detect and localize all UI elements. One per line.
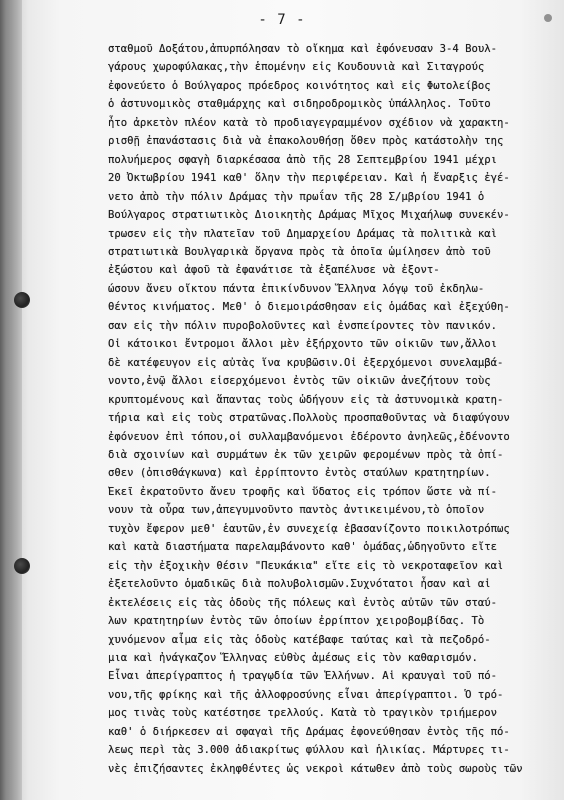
text-line: ἐφόνευον ἐπὶ τόπου,οἱ συλλαμβανόμενοι ἐδέροντο ἀνηλεῶς,ἐδένοντο [108, 430, 510, 443]
text-line: νου,τῆς φρίκης καὶ τῆς ἀλλοφροσύνης εἶναι ἀπερίγραπτοι. Ὁ τρό- [108, 688, 504, 701]
text-line: ώσουν ἄνευ οἴκτου πάντα ἐπικίνδυνον Ἕλληνα λόγῳ τοῦ ἐκδηλω- [108, 282, 485, 295]
text-line: σαν εἰς τὴν πόλιν πυροβολοῦντες καὶ ἐνσπείροντες τὸν πανικόν. [108, 319, 498, 332]
body-text [108, 40, 558, 778]
text-line: Βούλγαρος στρατιωτικὸς Διοικητὴς Δράμας Μῖχος Μιχαήλωφ συνεκέν- [108, 209, 510, 222]
text-line: καθ' ὁ διήρκεσεν αἱ σφαγαὶ τῆς Δράμας ἐφονεύθησαν ἐντὸς τῆς πό- [108, 725, 510, 738]
text-line: Εἶναι ἀπερίγραπτος ἡ τραγῳδία τῶν Ἑλλήνων. Αἱ κραυγαὶ τοῦ πό- [108, 670, 498, 683]
text-line: μος τινὰς τοὺς κατέστησε τρελλούς. Κατὰ τὸ τραγικὸν τριήμερον [108, 707, 498, 720]
text-line: ἐκτελέσεις εἰς τὰς ὁδοὺς τῆς πόλεως καὶ ἐντὸς αὐτῶν τῶν σταύ- [108, 596, 498, 609]
text-line: στρατιωτικὰ Βουλγαρικὰ ὄργανα πρὸς τὰ ὁποῖα ὡμίλησεν ἀπὸ τοῦ [108, 245, 491, 258]
text-line: 20 Ὀκτωβρίου 1941 καθ' ὅλην τὴν περιφέρειαν. Καὶ ἡ ἔναρξις ἐγέ- [108, 172, 510, 185]
text-line: ὁ ἀστυνομικὸς σταθμάρχης καὶ σιδηροδρομικὸς ὑπάλληλος. Τοῦτο [108, 98, 491, 111]
text-line: λων κρατητηρίων ἐντὸς τῶν ὁποίων ἐρρίπτον χειροβομβίδας. Τὸ [108, 615, 485, 628]
text-line: νοντο,ἐνῷ ἄλλοι εἰσερχόμενοι ἐντὸς τῶν οἰκιῶν ἀνεζήτουν τοὺς [108, 375, 491, 388]
text-line: τήρια καὶ εἰς τοὺς στρατῶνας.Πολλοὺς προσπαθοῦντας νὰ διαφύγουν [108, 412, 510, 425]
text-line: σθεν (ὀπισθάγκωνα) καὶ ἐρρίπτοντο ἐντὸς σταύλων κρατητηρίων. [108, 467, 491, 480]
text-line: ἐφονεύετο ὁ Βούλγαρος πρόεδρος κοινότητος καὶ εἰς Φωτολείβος [108, 79, 491, 92]
text-line: εἰς τὴν ἐξοχικὴν θέσιν "Πευκάκια" εἴτε εἰς τὸ νεκροταφεῖον καὶ [108, 559, 504, 572]
text-line: κρυπτομένους καὶ ἅπαντας τοὺς ὡδήγουν εἰς τὰ ἀστυνομικὰ κρατη- [108, 393, 504, 406]
text-line: τυχὸν ἔφερον μεθ' ἑαυτῶν,ἐν συνεχείᾳ ἐβασανίζοντο ποικιλοτρόπως [108, 522, 510, 535]
text-line: νουν τὰ οὖρα των,ἀπεγυμνοῦντο παντὸς ἀντικειμένου,τὸ ὁποῖον [108, 504, 485, 517]
text-line: ἐξετελοῦντο ὁμαδικῶς διὰ πολυβολισμῶν.Συχνότατοι ἦσαν καὶ αἱ [108, 578, 491, 591]
text-line: δὲ κατέφευγον εἰς αὐτὰς ἵνα κρυβῶσιν.Οἱ ἐξερχόμενοι συνελαμβά- [108, 356, 504, 369]
text-line: τρωσεν εἰς τὴν πλατεῖαν τοῦ Δημαρχείου Δράμας τὰ πολιτικὰ καὶ [108, 227, 498, 240]
scan-edge-shadow [0, 0, 22, 800]
text-line: Ἐκεῖ ἐκρατοῦντο ἄνευ τροφῆς καὶ ὕδατος εἰς τρόπον ὥστε νὰ πί- [108, 485, 498, 498]
text-line: σταθμοῦ Δοξάτου,ἀπυρπόλησαν τὸ οἴκημα καὶ ἐφόνευσαν 3-4 Βουλ- [108, 43, 498, 55]
text-line: νὲς ἐπιζήσαντες ἐκληφθέντες ὡς νεκροὶ κάτωθεν ἀπὸ τοὺς σωροὺς τῶν [108, 762, 523, 775]
text-line: χυνόμενον αἷμα εἰς τὰς ὁδοὺς κατέβαφε ταύτας καὶ τὰ πεζοδρό- [108, 633, 491, 646]
text-line: ἐξώστου καὶ ἀφοῦ τὰ ἐφανάτισε τὰ ἐξαπέλυσε νὰ ἐξοντ- [108, 264, 440, 277]
text-line: μια καὶ ἠνάγκαζον Ἕλληνας εὐθὺς ἀμέσως εἰς τὸν καθαρισμόν. [108, 651, 478, 664]
text-line: καὶ κατὰ διαστήματα παρελαμβάνοντο καθ' ὁμάδας,ὡδηγοῦντο εἴτε [108, 541, 498, 554]
punch-hole [14, 292, 30, 308]
text-line: νετο ἀπὸ τὴν πόλιν Δράμας τὴν πρωΐαν τῆς 28 Σ/μβρίου 1941 ὁ [108, 190, 485, 203]
text-line: ἦτο ἀρκετὸν πλέον κατὰ τὸ προδιαγεγραμμένον σχέδιον νὰ χαρακτη- [108, 116, 510, 129]
text-line: Οἱ κάτοικοι ἔντρομοι ἄλλοι μὲν ἐξήρχοντο τῶν οἰκιῶν των,ἄλλοι [108, 338, 498, 351]
text-line: ρισθῇ ἐπανάστασις διὰ νὰ ἐπακολουθήσῃ ὅθεν πρὸς κατάστολὴν της [108, 135, 504, 148]
text-line: θέντος κινήματος. Μεθ' ὁ διεμοιράσθησαν εἰς ὁμάδας καὶ ἐξεχύθη- [108, 301, 510, 314]
page-number: - 7 - [258, 12, 306, 28]
text-line: λεως περὶ τὰς 3.000 ἀδιακρίτως φύλλου καὶ ἡλικίας. Μάρτυρες τι- [108, 744, 510, 757]
text-line: πολυήμερος σφαγὴ διαρκέσασα ἀπὸ τῆς 28 Σεπτεμβρίου 1941 μέχρι [108, 153, 498, 166]
punch-hole [14, 558, 30, 574]
text-line: διὰ σχοινίων καὶ συρμάτων ἐκ τῶν χειρῶν φερομένων πρὸς τὰ ὀπί- [108, 448, 504, 461]
text-line: γάρους χωροφύλακας,τὴν ἑπομένην εἰς Κουδουνιὰ καὶ Σιταγρούς [108, 61, 485, 74]
